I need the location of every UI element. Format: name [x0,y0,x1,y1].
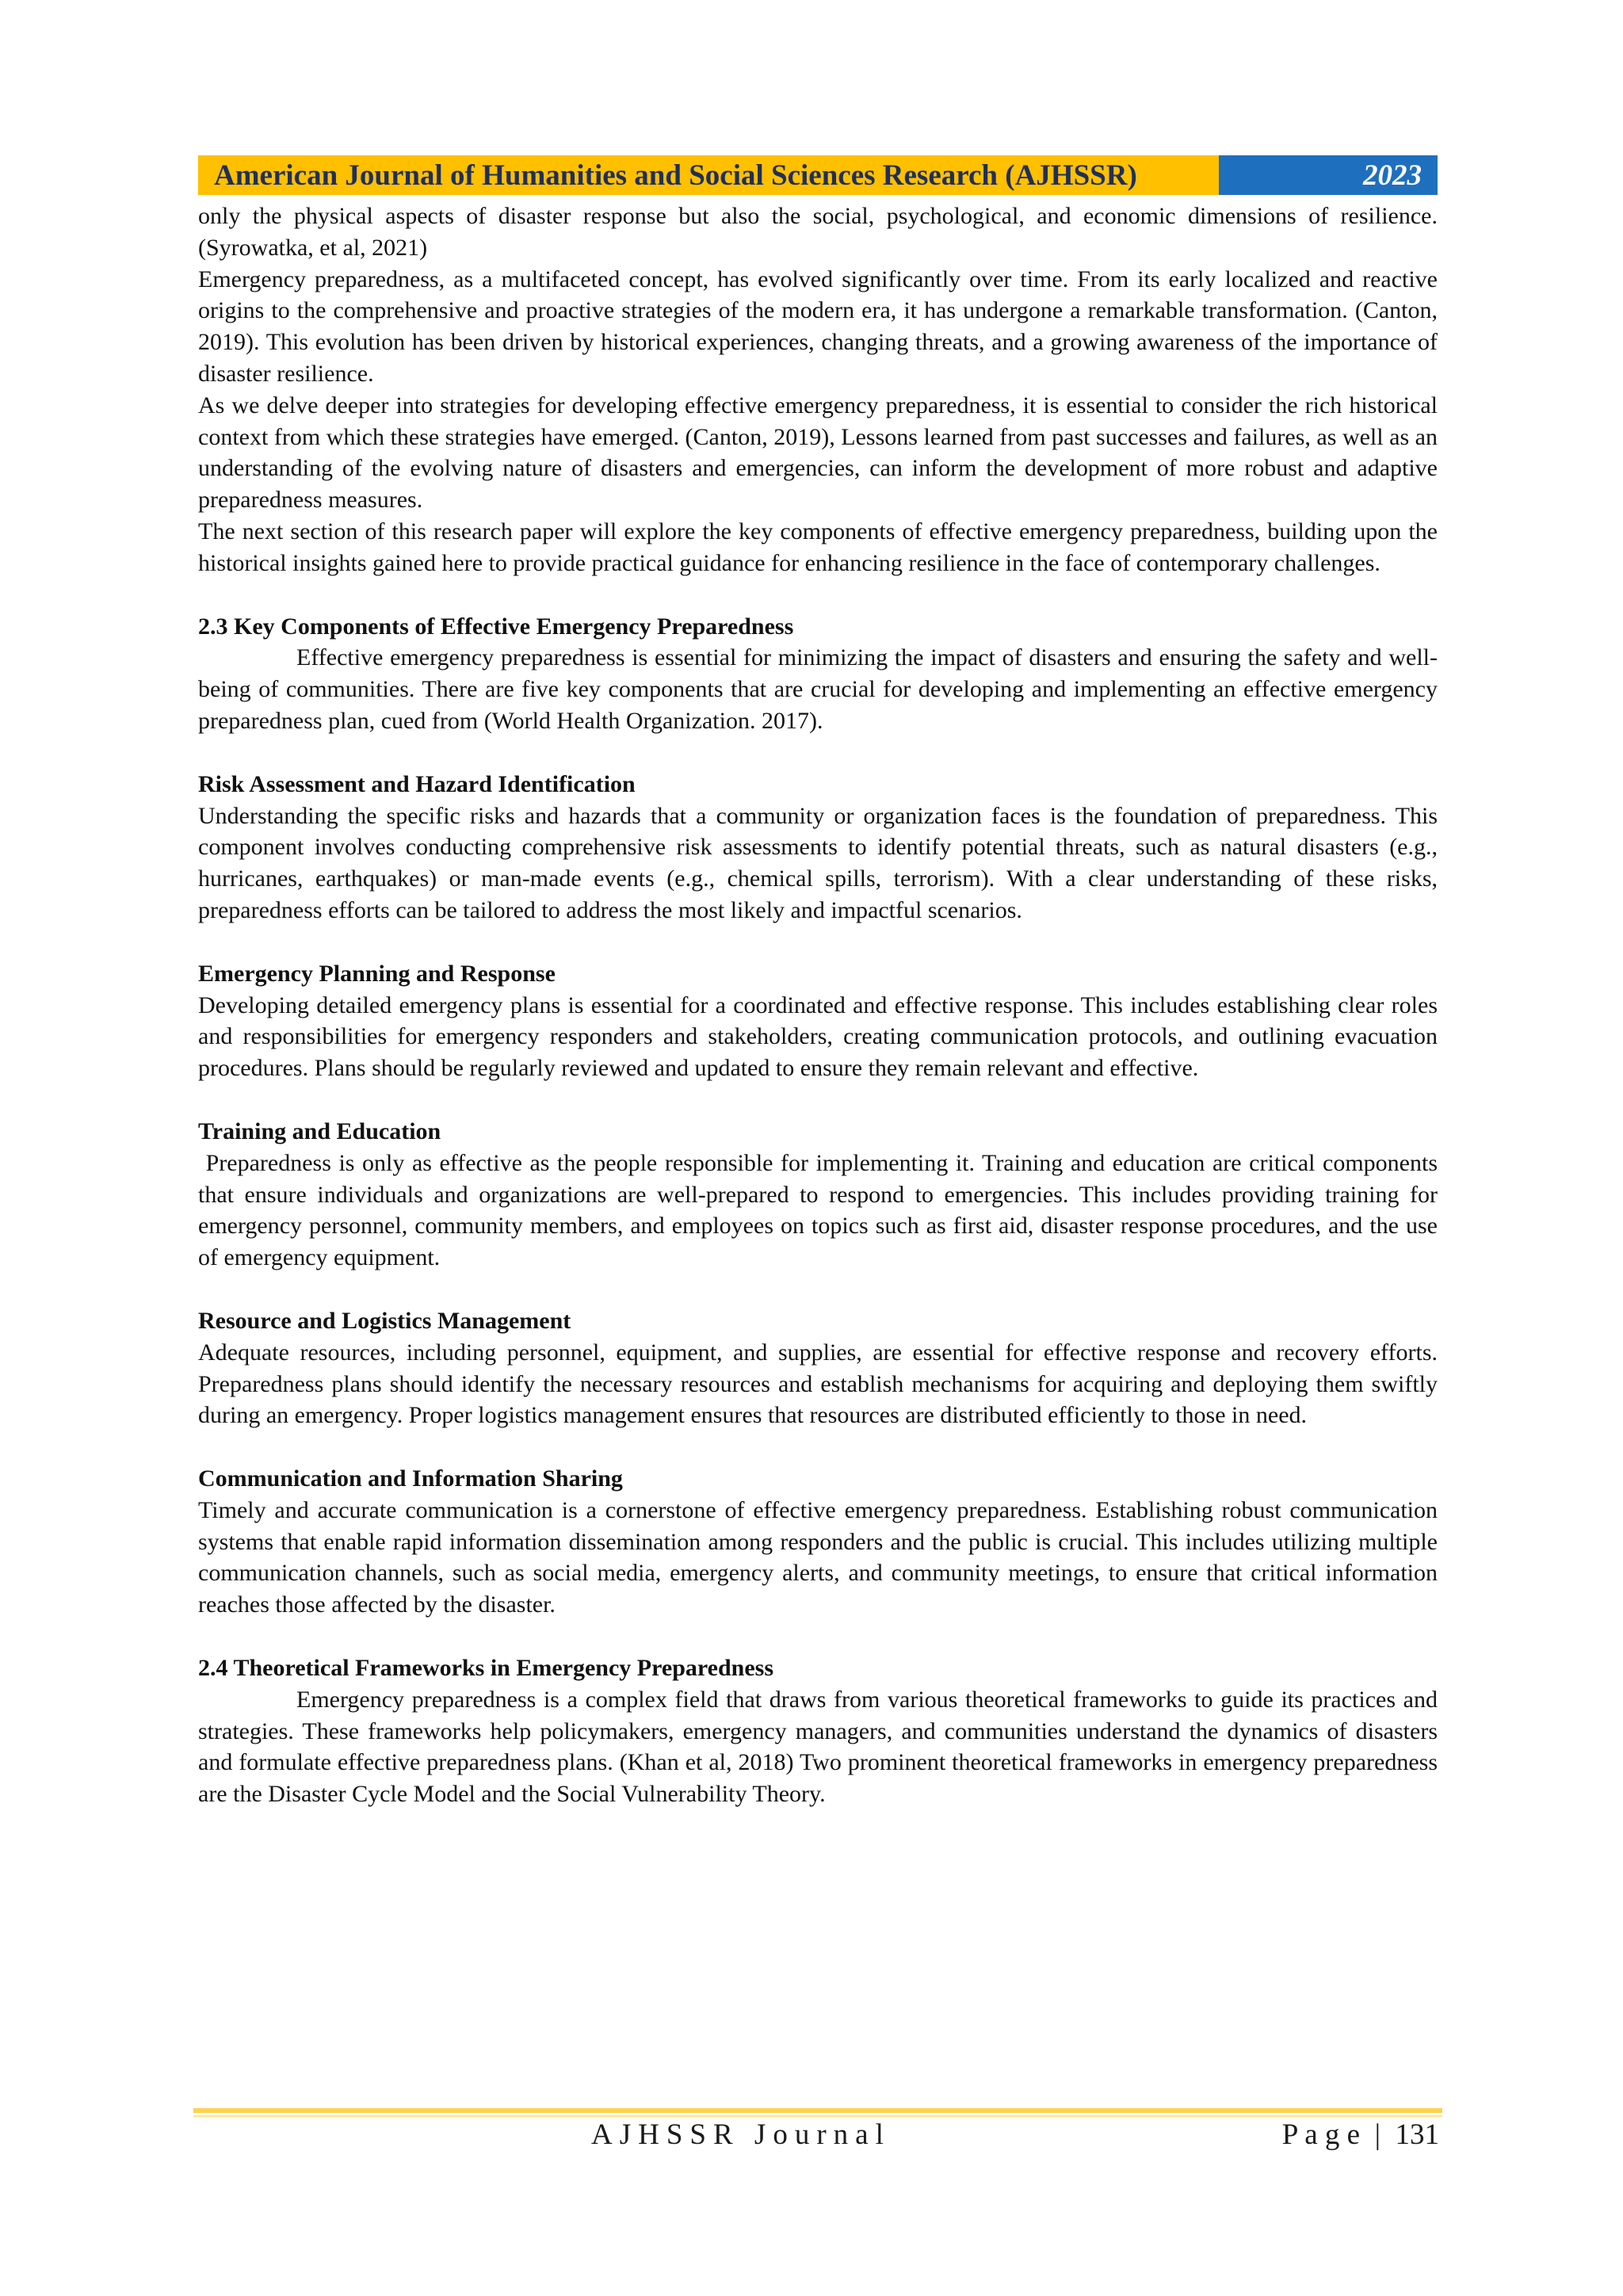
component-heading-risk-assessment: Risk Assessment and Hazard Identification [198,770,636,797]
footer-rule [193,2108,1442,2113]
journal-year: 2023 [1219,155,1438,195]
section-2-3-intro: Effective emergency preparedness is essential for minimizing the impact of disasters and ensuring the safety and well-being of communities. There are five key components that are crucial for developing and implementing an effective emergency preparedness plan, cued from (World Health Organization. 2017). [198,644,1438,734]
component-heading-communication: Communication and Information Sharing [198,1465,623,1492]
component-heading-resource-logistics: Resource and Logistics Management [198,1307,571,1334]
component-text-communication: Timely and accurate communication is a cornerstone of effective emergency preparedness. Establishing robust communication systems that enable rapid information dissemination among responders and the public is crucial. This includes utilizing multiple communication channels, such as social media, emergency alerts, and community meetings, to ensure that critical information reaches those affected by the disaster. [198,1496,1438,1618]
journal-title: American Journal of Humanities and Social Sciences Research (AJHSSR) [198,155,1219,195]
section-heading-2-4: 2.4 Theoretical Frameworks in Emergency Preparedness [198,1655,774,1682]
paragraph: only the physical aspects of disaster response but also the social, psychological, and economic dimensions of resilience. (Syrowatka, et al, 2021) [198,203,1438,261]
component-text-training: Preparedness is only as effective as the people responsible for implementing it. Training and education are critical components that ensure individuals and organizations are well-prepared to respond to emergencies. This includes providing training for emergency personnel, community members, and employees on topics such as first aid, disaster response procedures, and the use of emergency equipment. [198,1149,1444,1271]
component-text-emergency-planning: Developing detailed emergency plans is essential for a coordinated and effective response. This includes establishing clear roles and responsibilities for emergency responders and stakeholders, creating communication protocols, and outlining evacuation procedures. Plans should be regularly reviewed and updated to ensure they remain relevant and effective. [198,991,1438,1082]
component-heading-emergency-planning: Emergency Planning and Response [198,960,556,987]
article-body [198,201,1444,1810]
journal-header [198,155,1438,195]
section-heading-2-3: 2.3 Key Components of Effective Emergency Preparedness [198,613,794,640]
component-heading-training: Training and Education [198,1117,441,1144]
footer-page-number: P a g e | 131 [1281,2118,1439,2151]
component-text-resource-logistics: Adequate resources, including personnel, equipment, and supplies, are essential for effective response and recovery efforts. Preparedness plans should identify the necessary resources and establish mechanisms for acquiring and deploying them swiftly during an emergency. Proper logistics management ensures that resources are distributed efficiently to those in need. [198,1339,1438,1429]
section-2-4-intro: Emergency preparedness is a complex field that draws from various theoretical frameworks to guide its practices and strategies. These frameworks help policymakers, emergency managers, and communities understand the dynamics of disasters and formulate effective preparedness plans. (Khan et al, 2018) Two prominent theoretical frameworks in emergency preparedness are the Disaster Cycle Model and the Social Vulnerability Theory. [198,1686,1438,1808]
paragraph: The next section of this research paper will explore the key components of effective emergency preparedness, building upon the historical insights gained here to provide practical guidance for enhancing resilience in the face of contemporary challenges. [198,518,1438,576]
component-text-risk-assessment: Understanding the specific risks and hazards that a community or organization faces is the foundation of preparedness. This component involves conducting comprehensive risk assessments to identify potential threats, such as natural disasters (e.g., hurricanes, earthquakes) or man-made events (e.g., chemical spills, terrorism). With a clear understanding of these risks, preparedness efforts can be tailored to address the most likely and impactful scenarios. [198,802,1438,923]
paragraph: As we delve deeper into strategies for developing effective emergency preparedness, it is essential to consider the rich historical context from which these strategies have emerged. (Canton, 2019), Lessons learned from past successes and failures, as well as an understanding of the evolving nature of disasters and emergencies, can inform the development of more robust and adaptive preparedness measures. [198,392,1438,514]
paragraph: Emergency preparedness, as a multifaceted concept, has evolved significantly over time. From its early localized and reactive origins to the comprehensive and proactive strategies of the modern era, it has undergone a remarkable transformation. (Canton, 2019). This evolution has been driven by historical experiences, changing threats, and a growing awareness of the importance of disaster resilience. [198,266,1438,387]
footer-rule-thin [193,2115,1442,2117]
footer-journal-name: AJHSSR Journal [591,2118,891,2151]
